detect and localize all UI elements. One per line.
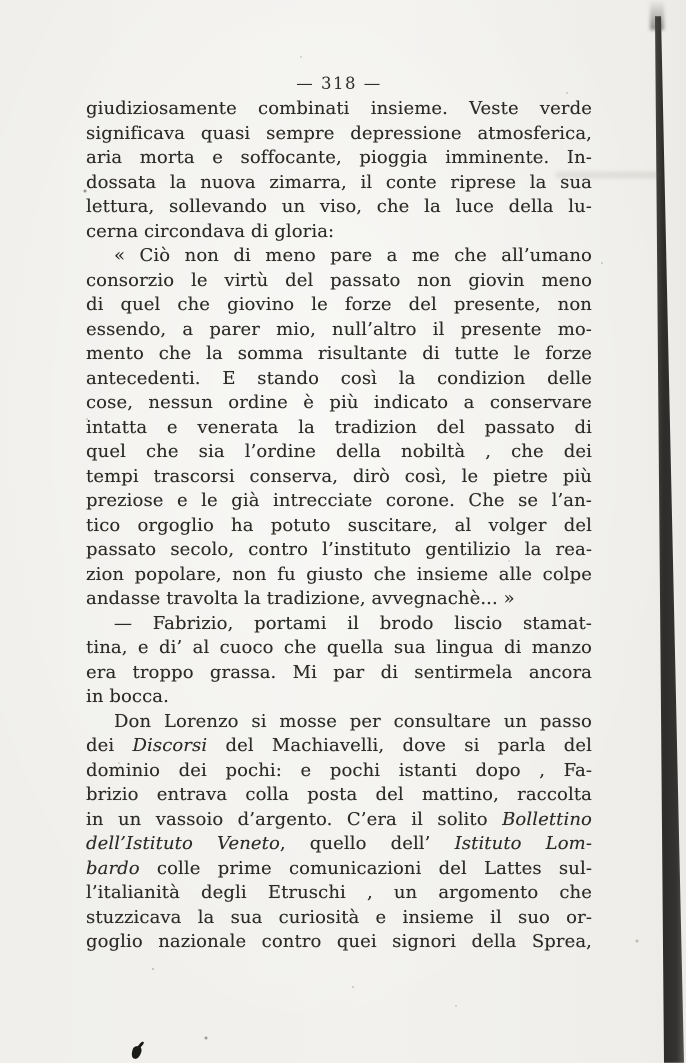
- text-segment: di quel che giovino le forze del presente, non: [86, 294, 592, 315]
- text-segment: — Fabrizio, portami il brodo liscio stamat-: [114, 612, 592, 634]
- text-line: [86, 220, 592, 245]
- text-line: [86, 685, 592, 710]
- text-line: [86, 832, 592, 857]
- text-segment: intatta e venerata la tradizion del passato di: [86, 416, 592, 438]
- text-segment: preziose e le già intrecciate corone. Che se l’an-: [86, 490, 592, 511]
- text-line: [86, 759, 592, 784]
- scan-streak: [556, 172, 660, 178]
- text-segment: in un vassoio d’argento. C’era il solito: [86, 808, 503, 830]
- ink-smudge: [130, 1045, 142, 1060]
- italic-text-segment: Bollettino: [502, 808, 592, 830]
- text-line: [86, 244, 592, 269]
- text-line: [86, 783, 592, 808]
- text-segment: aria morta e soffocante, pioggia imminente. In-: [86, 147, 592, 168]
- italic-text-segment: dell’Istituto Veneto: [86, 833, 280, 854]
- text-line: [86, 195, 592, 220]
- text-segment: zion popolare, non fu giusto che insieme alle colpe: [86, 563, 592, 585]
- text-segment: dossata la nuova zimarra, il conte riprese la sua: [86, 171, 592, 193]
- text-line: [86, 171, 592, 196]
- text-line: [86, 97, 592, 122]
- text-line: [86, 881, 592, 906]
- paper-specks: [0, 0, 2, 2]
- text-segment: dominio dei pochi: e pochi istanti dopo , Fa-: [86, 759, 592, 781]
- italic-text-segment: Istituto Lom-: [454, 833, 592, 854]
- text-segment: colle prime comunicazioni del Lattes sul-: [139, 857, 592, 879]
- text-line: [86, 318, 592, 343]
- text-line: [86, 710, 592, 735]
- text-line: [86, 269, 592, 294]
- text-line: [86, 930, 592, 955]
- text-segment: consorzio le virtù del passato non giovin meno: [86, 269, 592, 291]
- italic-text-segment: Discorsi: [132, 735, 208, 756]
- text-line: [86, 146, 592, 171]
- text-segment: cose, nessun ordine è più indicato a conservare: [86, 392, 592, 413]
- text-line: [86, 440, 592, 465]
- scan-edge-fade: [650, 0, 664, 30]
- text-segment: « Ciò non di meno pare a me che all’umano: [114, 245, 592, 266]
- text-segment: lettura, sollevando un viso, che la luce della lu-: [86, 196, 592, 217]
- text-line: [86, 661, 592, 686]
- text-segment: mento che la somma risultante di tutte le forze: [86, 343, 592, 364]
- text-segment: goglio nazionale contro quei signori della Sprea,: [86, 931, 592, 952]
- text-segment: andasse travolta la tradizione, avvegnachè... »: [86, 588, 515, 609]
- paragraph: [86, 710, 592, 955]
- text-line: [86, 538, 592, 563]
- text-segment: dei: [86, 735, 133, 756]
- text-segment: in bocca.: [86, 686, 169, 707]
- page-text: [86, 97, 592, 955]
- page-number: — 318 —: [296, 74, 382, 93]
- text-line: [86, 734, 592, 759]
- text-segment: brizio entrava colla posta del mattino, raccolta: [86, 784, 592, 805]
- text-line: [86, 612, 592, 637]
- text-line: [86, 122, 592, 147]
- text-segment: stuzzicava la sua curiosità e insieme il suo or-: [86, 906, 592, 928]
- text-line: [86, 636, 592, 661]
- paragraph: [86, 612, 592, 710]
- text-line: [86, 906, 592, 931]
- text-segment: tico orgoglio ha potuto suscitare, al volger del: [86, 514, 592, 536]
- text-line: [86, 465, 592, 490]
- text-line: [86, 563, 592, 588]
- text-segment: passato secolo, contro l’instituto gentilizio la rea-: [86, 539, 592, 560]
- text-segment: , quello dell’: [279, 833, 455, 854]
- text-segment: quel che sia l’ordine della nobiltà , che dei: [86, 441, 592, 462]
- text-line: [86, 391, 592, 416]
- text-segment: significava quasi sempre depressione atmosferica,: [86, 122, 592, 144]
- text-segment: essendo, a parer mio, null’altro il presente mo-: [86, 318, 592, 340]
- text-segment: Don Lorenzo si mosse per consultare un passo: [114, 710, 592, 732]
- text-segment: antecedenti. E stando così la condizion delle: [86, 367, 592, 389]
- text-line: [86, 587, 592, 612]
- text-segment: tina, e di’ al cuoco che quella sua lingua di manzo: [86, 637, 592, 658]
- text-line: [86, 514, 592, 539]
- text-segment: l’italianità degli Etruschi , un argomento che: [86, 882, 592, 903]
- text-line: [86, 808, 592, 833]
- text-segment: era troppo grassa. Mi par di sentirmela ancora: [86, 661, 592, 683]
- text-line: [86, 293, 592, 318]
- paragraph: [86, 244, 592, 612]
- text-line: [86, 416, 592, 441]
- text-line: [86, 367, 592, 392]
- text-line: [86, 342, 592, 367]
- text-line: [86, 857, 592, 882]
- text-segment: cerna circondava di gloria:: [86, 220, 335, 242]
- text-segment: tempi trascorsi conserva, dirò così, le pietre più: [86, 465, 592, 487]
- text-line: [86, 489, 592, 514]
- paragraph: [86, 97, 592, 244]
- text-segment: giudiziosamente combinati insieme. Veste verde: [86, 98, 592, 119]
- italic-text-segment: bardo: [86, 857, 140, 879]
- text-segment: del Machiavelli, dove si parla del: [207, 735, 592, 756]
